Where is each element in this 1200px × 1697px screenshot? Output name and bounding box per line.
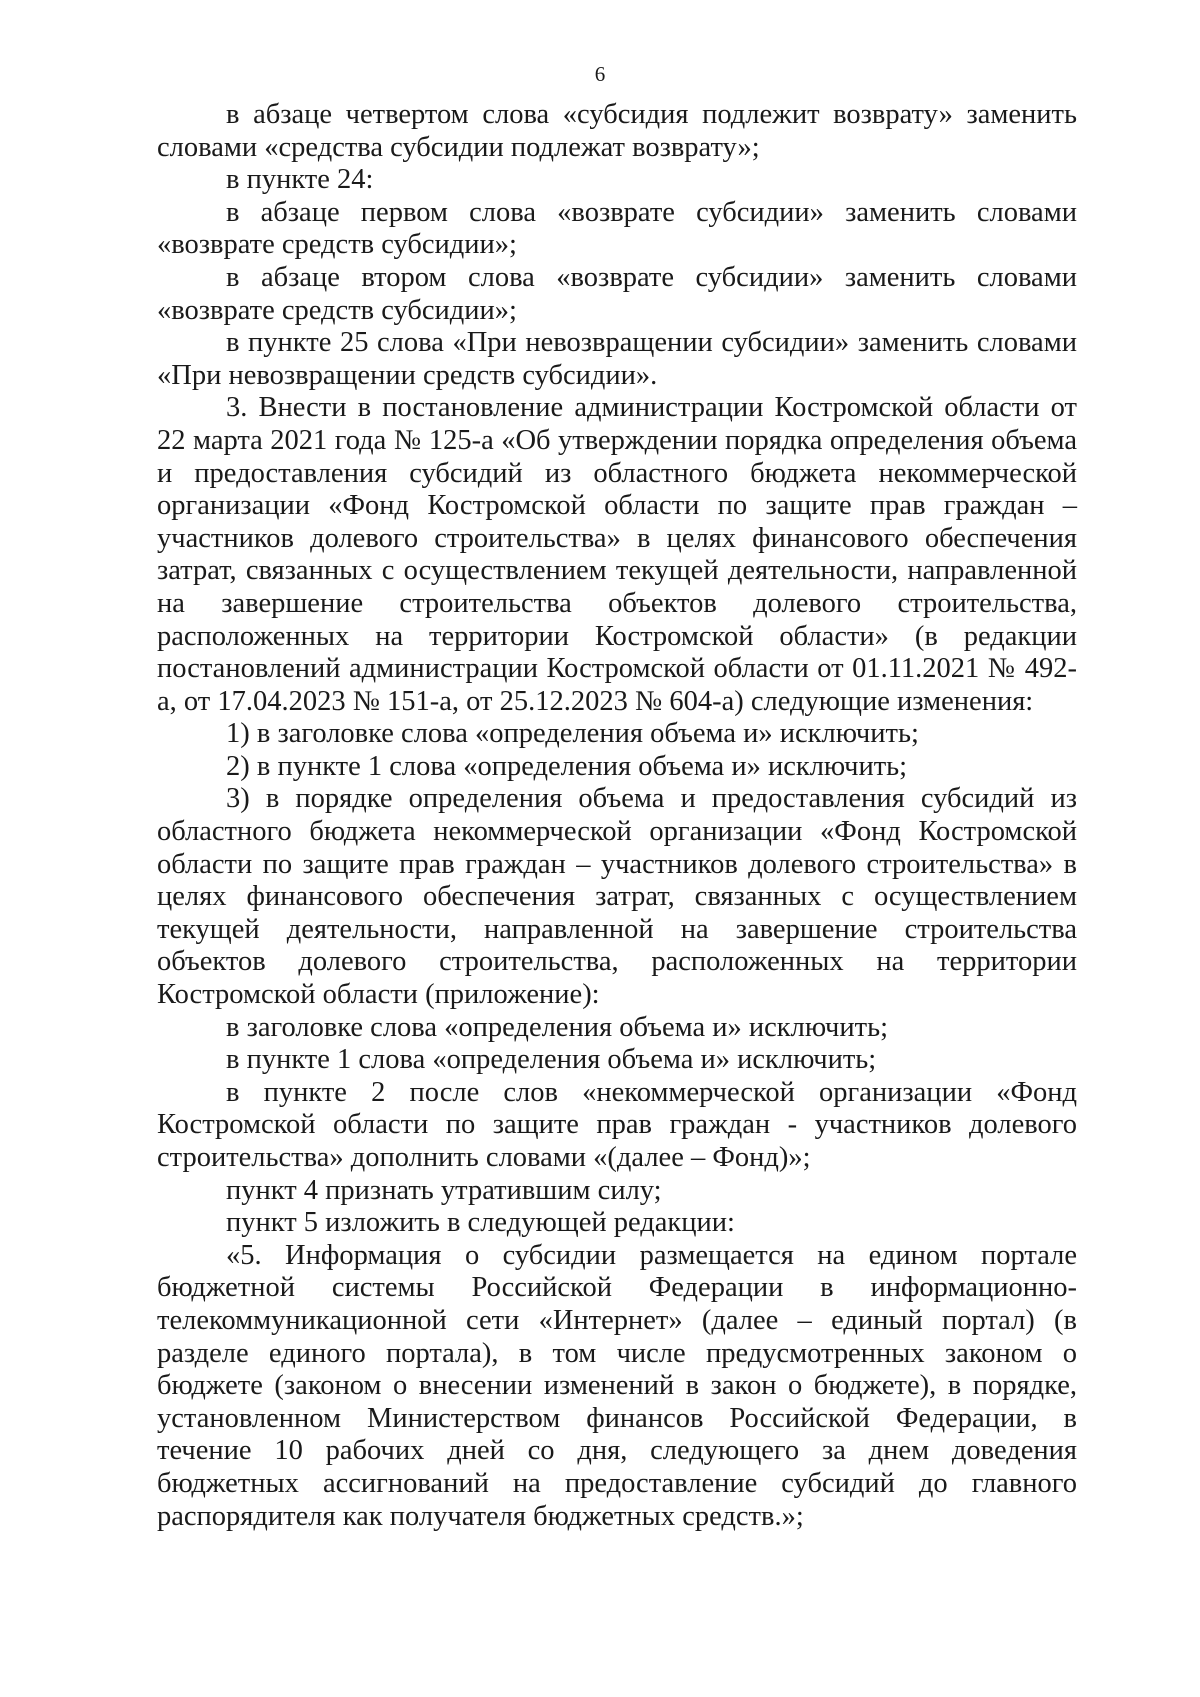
paragraph: 3. Внести в постановление администрации Костромской области от 22 марта 2021 года № 125-а «Об утверждении порядка определения объема и предоставления субсидий из областного бюджета некоммерческой организации «Фонд Костромской области по защите прав граждан – участников долевого строительства» в целях финансового обеспечения затрат, связанных с осуществлением текущей деятельности, направленной на завершение строительства объектов долевого строительства, расположенных на территории Костромской области» (в редакции постановлений администрации Костромской области от 01.11.2021 № 492-а, от 17.04.2023 № 151-а, от 25.12.2023 № 604-а) следующие изменения:: [157, 392, 1077, 717]
paragraph: в пункте 24:: [226, 164, 374, 196]
paragraph: в пункте 25 слова «При невозвращении субсидии» заменить словами «При невозвращении средств субсидии».: [157, 327, 1077, 391]
paragraph: в заголовке слова «определения объема и» исключить;: [226, 1011, 888, 1043]
paragraph: пункт 5 изложить в следующей редакции:: [226, 1207, 735, 1239]
page-number: 6: [594, 62, 606, 86]
paragraph: в пункте 2 после слов «некоммерческой организации «Фонд Костромской области по защите прав граждан - участников долевого строительства» дополнить словами «(далее – Фонд)»;: [157, 1076, 1077, 1173]
paragraph: 3) в порядке определения объема и предоставления субсидий из областного бюджета некоммерческой организации «Фонд Костромской области по защите прав граждан – участников долевого строительства» в целях финансового обеспечения затрат, связанных с осуществлением текущей деятельности, направленной на завершение строительства объектов долевого строительства, расположенных на территории Костромской области (приложение):: [157, 783, 1077, 1011]
paragraph: 2) в пункте 1 слова «определения объема и» исключить;: [226, 750, 908, 782]
paragraph: пункт 4 признать утратившим силу;: [226, 1174, 662, 1206]
paragraph: 1) в заголовке слова «определения объема и» исключить;: [226, 718, 919, 750]
paragraph: «5. Информация о субсидии размещается на едином портале бюджетной системы Российской Федерации в информационно-телекоммуникационной сети «Интернет» (далее – единый портал) (в разделе единого портала), в том числе предусмотренных законом о бюджете (законом о внесении изменений в закон о бюджете), в порядке, установленном Министерством финансов Российской Федерации, в течение 10 рабочих дней со дня, следующего за днем доведения бюджетных ассигнований на предоставление субсидий до главного распорядителя как получателя бюджетных средств.»;: [157, 1239, 1077, 1532]
paragraph: в абзаце первом слова «возврате субсидии» заменить словами «возврате средств субсидии»;: [157, 196, 1077, 261]
document-body: [157, 99, 1077, 1533]
paragraph: в абзаце четвертом слова «субсидия подлежит возврату» заменить словами «средства субсидии подлежат возврату»;: [157, 99, 1077, 163]
paragraph: в пункте 1 слова «определения объема и» исключить;: [226, 1044, 877, 1076]
paragraph: в абзаце втором слова «возврате субсидии» заменить словами «возврате средств субсидии»;: [157, 261, 1077, 326]
